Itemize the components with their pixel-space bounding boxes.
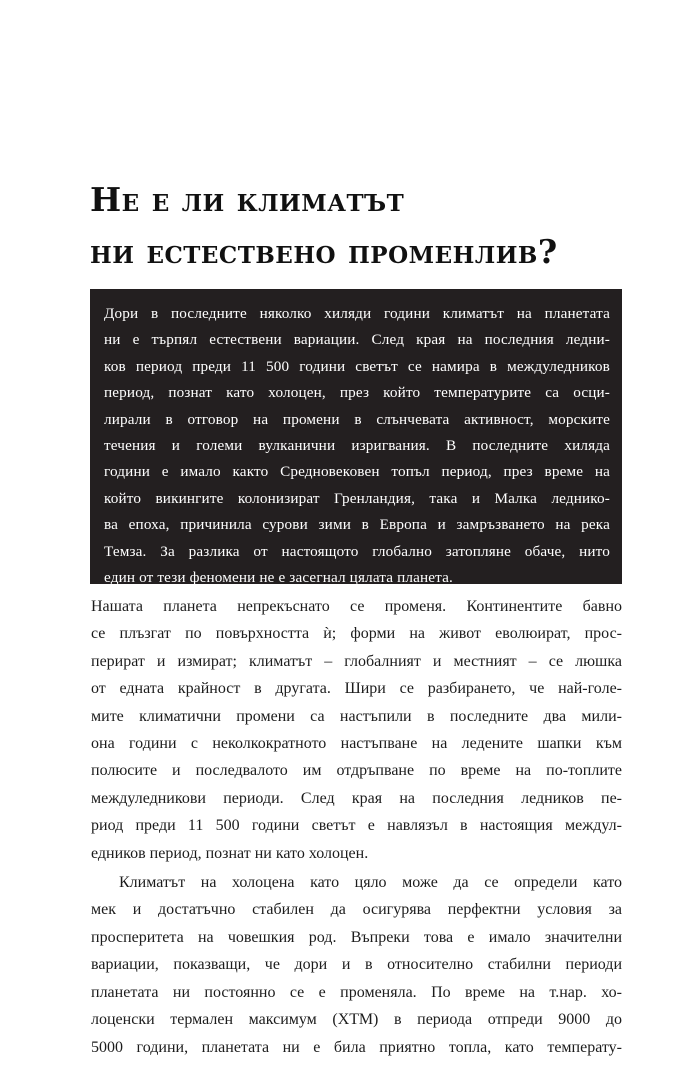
text-line: риод преди 11 500 години светът е навлязъл в настоящия междул- bbox=[91, 817, 622, 835]
heading-line-2: ни естествено променлив? bbox=[90, 232, 558, 271]
text-line: междуледникови периоди. След края на последния ледников пе- bbox=[91, 789, 622, 807]
box-line: един от тези феномени не е засегнал цялата планета. bbox=[104, 569, 453, 587]
paragraph-2 bbox=[91, 869, 622, 1061]
text-line: полюсите и последвалото им отдръпване по време на по-топлите bbox=[91, 762, 622, 780]
text-line: просперитета на човешкия род. Въпреки това е имало значителни bbox=[91, 928, 622, 946]
box-line: ков период преди 11 500 години светът се намира в междуледников bbox=[104, 357, 610, 375]
heading-line-1: Не е ли климатът bbox=[90, 180, 405, 219]
box-line: период, познат като холоцен, през който температурите са осци- bbox=[104, 384, 610, 402]
text-line: 5000 години, планетата ни е била приятно топла, като температу- bbox=[91, 1038, 622, 1056]
text-line: Климатът на холоцена като цяло може да се определи като bbox=[119, 874, 622, 892]
text-line: се плъзгат по повърхността ѝ; форми на живот еволюират, прос- bbox=[91, 625, 622, 643]
box-line: ва епоха, причинила сурови зими в Европа и замръзването на река bbox=[104, 516, 610, 534]
highlight-box bbox=[90, 289, 622, 587]
text-line: она години с неколкократното настъпване на ледените шапки към bbox=[91, 735, 622, 753]
paragraph-1 bbox=[91, 593, 622, 867]
box-line: ни е търпял естествени вариации. След края на последния ледни- bbox=[104, 331, 610, 349]
box-line: Дори в последните няколко хиляди години климатът на планетата bbox=[104, 305, 610, 322]
chapter-heading bbox=[90, 174, 630, 278]
text-line: Нашата планета непрекъснато се променя. Континентите бавно bbox=[91, 598, 622, 615]
box-line: години е имало както Средновековен топъл период, през време на bbox=[104, 463, 610, 481]
text-line: вариации, показващи, че дори и в относително стабилни периоди bbox=[91, 956, 622, 974]
body-text bbox=[91, 593, 622, 1061]
box-line: Темза. За разлика от настоящото глобално затопляне обаче, нито bbox=[104, 542, 610, 560]
box-line: течения и големи вулканични изригвания. В последните хиляда bbox=[104, 437, 610, 455]
text-line: мите климатични промени са настъпили в последните два мили- bbox=[91, 707, 622, 725]
text-line: едников период, познат ни като холоцен. bbox=[91, 844, 369, 862]
text-line: лоценски термален максимум (ХТМ) в периода отпреди 9000 до bbox=[91, 1011, 622, 1029]
text-line: от едната крайност в другата. Шири се разбирането, че най-голе- bbox=[91, 680, 622, 698]
text-line: мек и достатъчно стабилен да осигурява перфектни условия за bbox=[91, 901, 622, 919]
text-line: перират и измират; климатът – глобалният и местният – се люшка bbox=[91, 652, 622, 670]
text-line: планетата ни постоянно се е променяла. По време на т.нар. хо- bbox=[91, 983, 622, 1001]
box-line: лирали в отговор на промени в слънчевата активност, морските bbox=[104, 410, 610, 428]
box-line: който викингите колонизират Гренландия, така и Малка леднико- bbox=[104, 489, 610, 507]
